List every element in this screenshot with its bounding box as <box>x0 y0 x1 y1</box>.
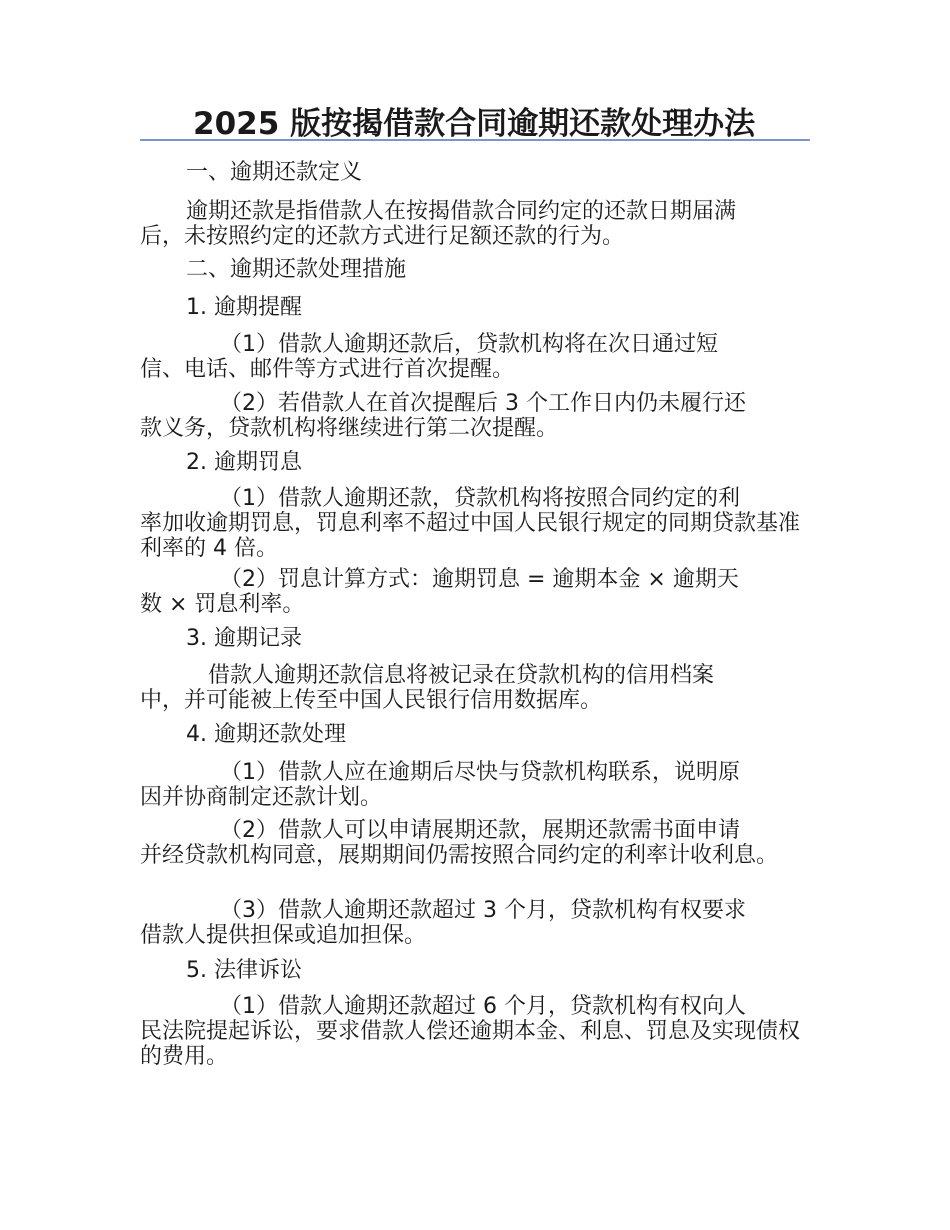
paragraph-text: 中，并可能被上传至中国人民银行信用数据库。 <box>140 688 603 713</box>
subsection-heading-reminder: 1. 逾期提醒 <box>186 295 302 320</box>
section-heading-definition: 一、逾期还款定义 <box>186 160 363 185</box>
paragraph-text: 并经贷款机构同意，展期期间仍需按照合同约定的利率计收利息。 <box>140 843 779 868</box>
paragraph-reminder-1 <box>140 332 810 382</box>
paragraph-text: 信、电话、邮件等方式进行首次提醒。 <box>140 357 515 382</box>
paragraph-text: 借款人提供担保或追加担保。 <box>140 923 427 948</box>
paragraph-line: 借款人逾期还款信息将被记录在贷款机构的信用档案 <box>208 663 715 688</box>
subsection-heading-record: 3. 逾期记录 <box>186 626 302 651</box>
paragraph-handling-2 <box>140 818 810 868</box>
paragraph-line: （1）借款人逾期还款后，贷款机构将在次日通过短 <box>220 332 718 357</box>
title-underline <box>140 139 810 141</box>
paragraph-text: 款义务，贷款机构将继续进行第二次提醒。 <box>140 416 559 441</box>
paragraph-line: （1）借款人逾期还款超过 6 个月，贷款机构有权向人 <box>220 994 746 1019</box>
paragraph-line: （1）借款人应在逾期后尽快与贷款机构联系，说明原 <box>220 760 740 785</box>
paragraph-line: 逾期还款是指借款人在按揭借款合同约定的还款日期届满 <box>186 199 737 224</box>
paragraph-text: 数 × 罚息利率。 <box>140 592 305 617</box>
paragraph-penalty-1 <box>140 486 810 561</box>
document-title: 2025 版按揭借款合同逾期还款处理办法 <box>193 106 756 142</box>
paragraph-record <box>140 663 810 713</box>
paragraph-line: （3）借款人逾期还款超过 3 个月，贷款机构有权要求 <box>220 898 746 923</box>
paragraph-penalty-2 <box>140 567 810 617</box>
paragraph-handling-1 <box>140 760 810 810</box>
paragraph-line: （2）借款人可以申请展期还款，展期还款需书面申请 <box>220 818 740 843</box>
paragraph-text: 因并协商制定还款计划。 <box>140 785 383 810</box>
paragraph-definition <box>140 199 810 249</box>
paragraph-text: 民法院提起诉讼，要求借款人偿还逾期本金、利息、罚息及实现债权的费用。 <box>140 1019 801 1069</box>
paragraph-reminder-2 <box>140 391 810 441</box>
paragraph-line: （1）借款人逾期还款，贷款机构将按照合同约定的利 <box>220 486 740 511</box>
section-heading-measures: 二、逾期还款处理措施 <box>186 257 407 282</box>
subsection-heading-penalty: 2. 逾期罚息 <box>186 450 302 475</box>
paragraph-handling-3 <box>140 898 810 948</box>
subsection-heading-litigation: 5. 法律诉讼 <box>186 958 302 983</box>
subsection-heading-handling: 4. 逾期还款处理 <box>186 722 346 747</box>
paragraph-line: （2）若借款人在首次提醒后 3 个工作日内仍未履行还 <box>220 391 746 416</box>
paragraph-litigation-1 <box>140 994 810 1069</box>
paragraph-text: 率加收逾期罚息，罚息利率不超过中国人民银行规定的同期贷款基准利率的 4 倍。 <box>140 511 801 561</box>
paragraph-line: （2）罚息计算方式：逾期罚息 = 逾期本金 × 逾期天 <box>220 567 739 592</box>
paragraph-text: 后，未按照约定的还款方式进行足额还款的行为。 <box>140 224 625 249</box>
